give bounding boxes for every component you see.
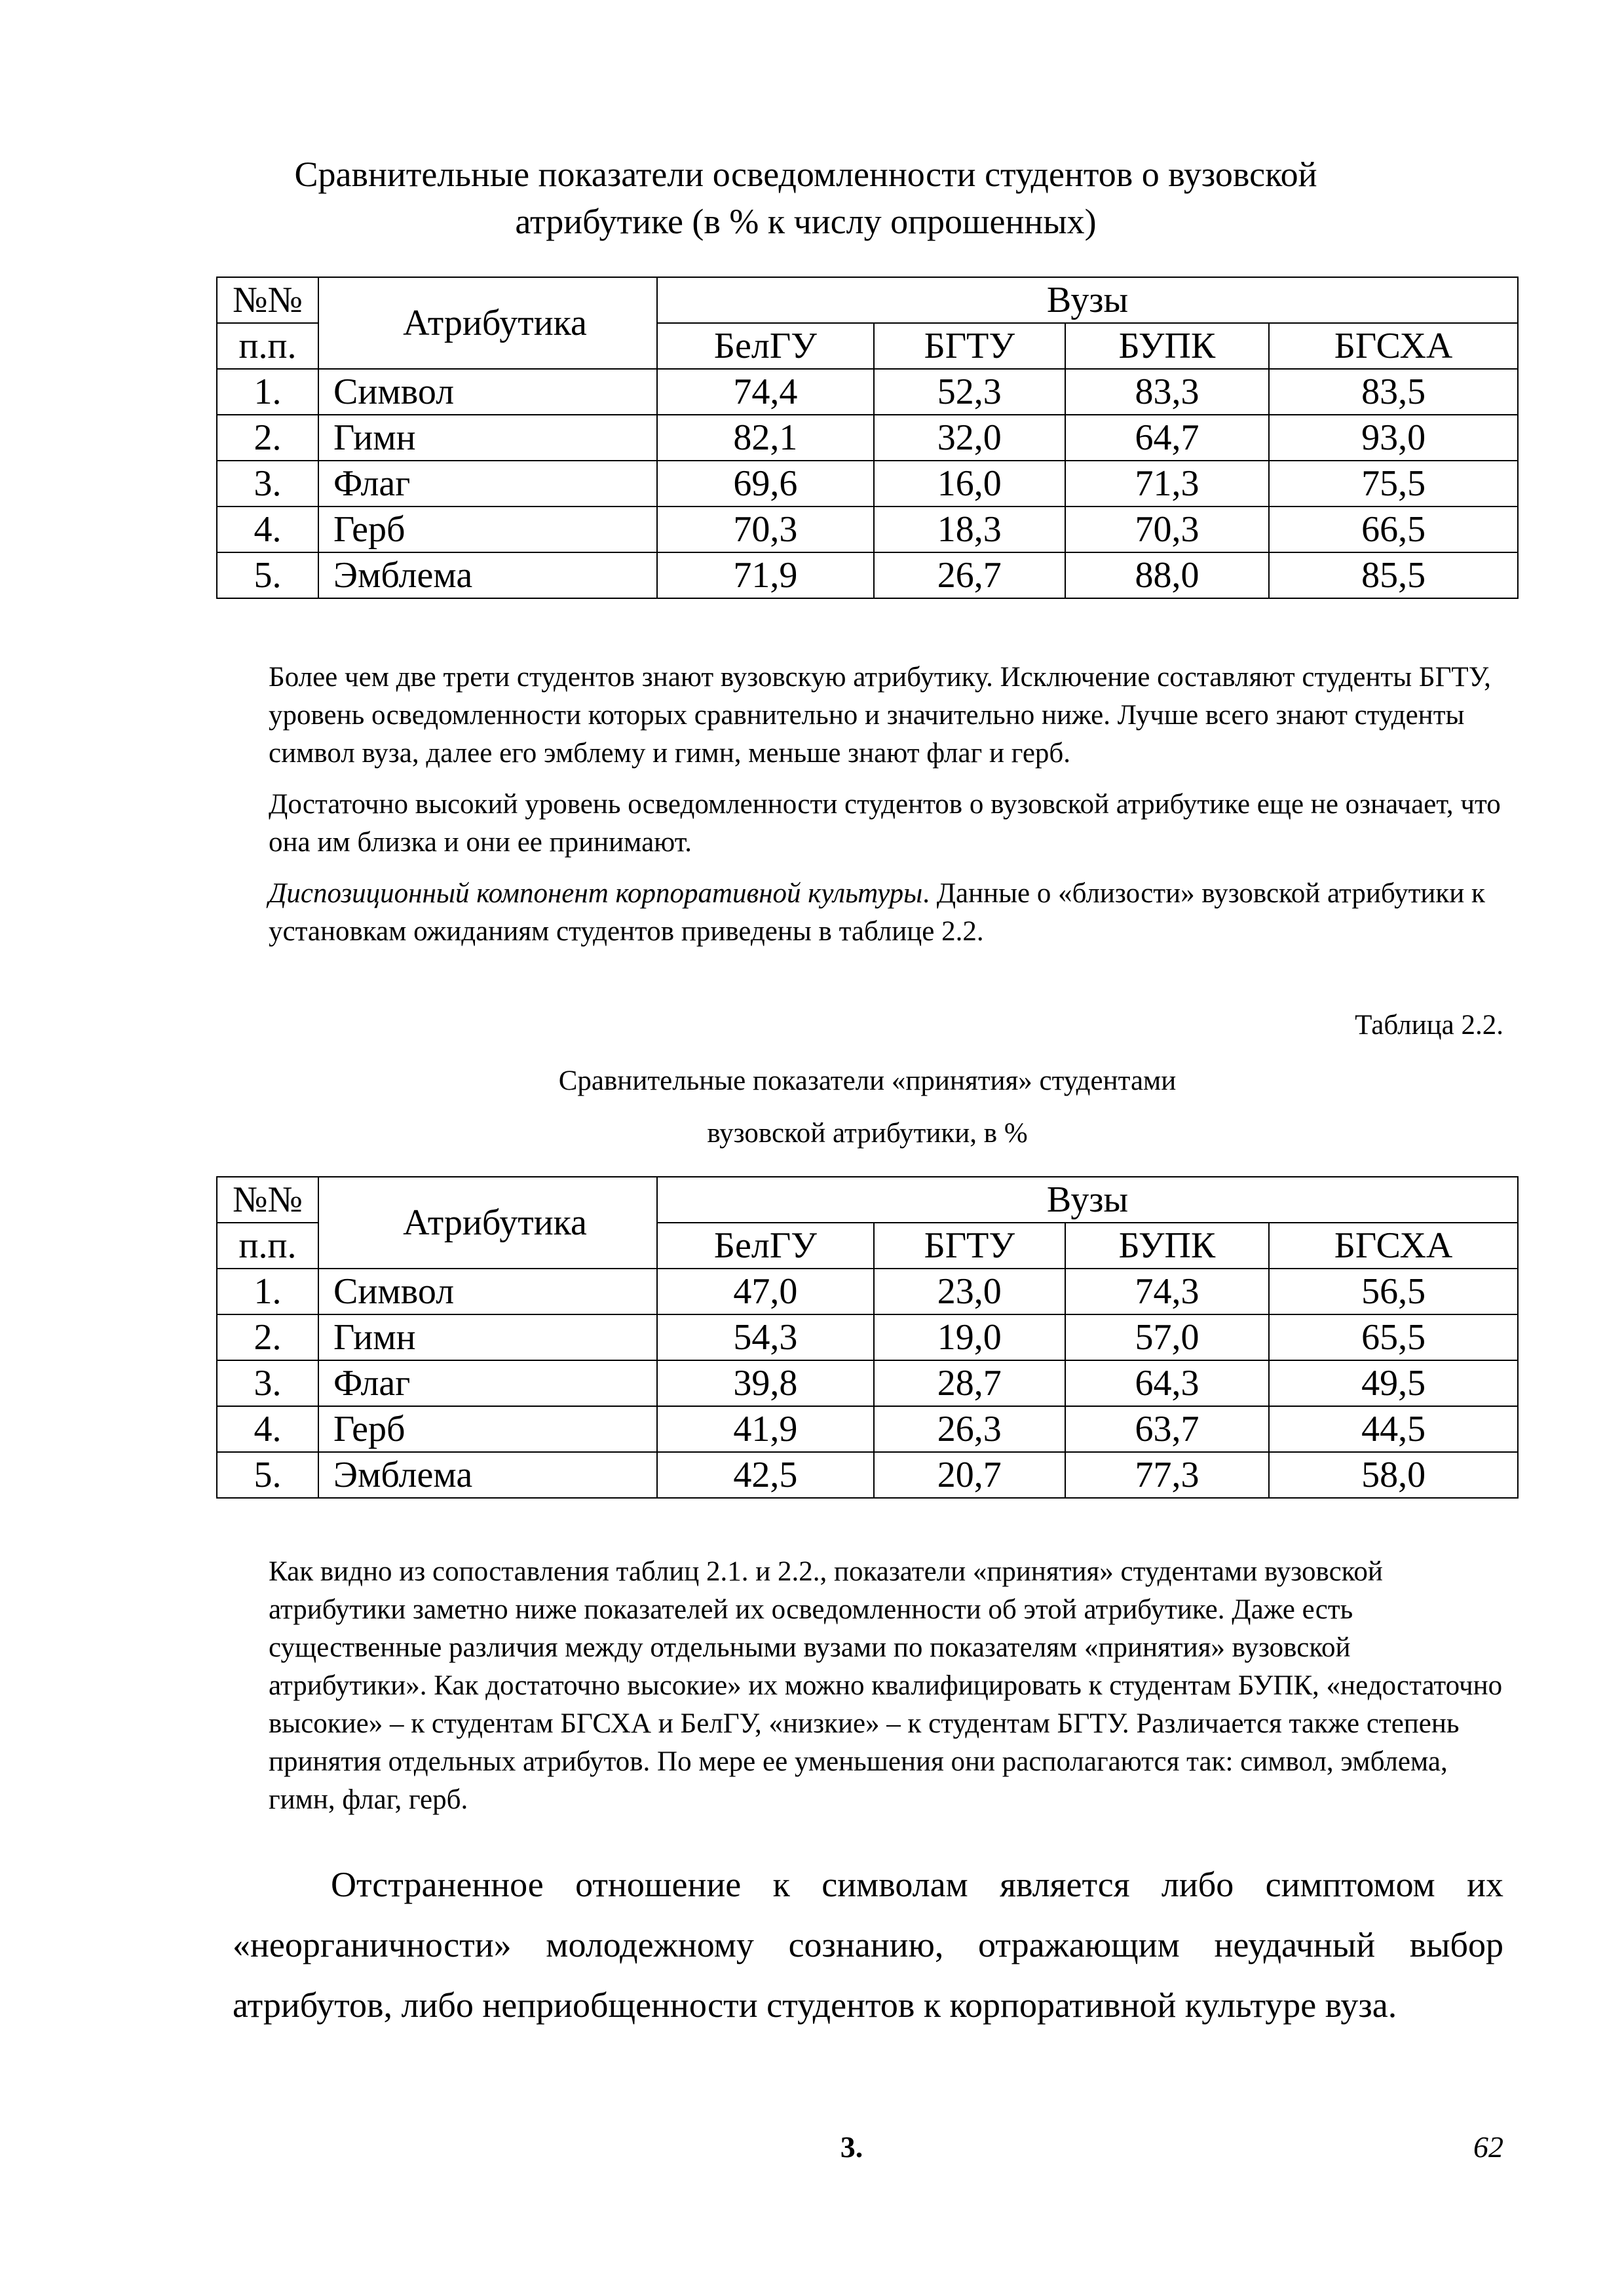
row-value: 65,5 bbox=[1269, 1314, 1518, 1360]
table2-caption-line2: вузовской атрибутики, в % bbox=[707, 1118, 1028, 1149]
row-value: 88,0 bbox=[1065, 552, 1269, 598]
row-attribute: Эмблема bbox=[318, 1452, 657, 1498]
table2-header-num-top: №№ bbox=[217, 1177, 318, 1223]
paragraph: Более чем две трети студентов знают вузовскую атрибутику. Исключение составляют студенты БГТУ, уровень осведомленности которых сравнительно и значительно ниже. Лучше всего знают студенты символ вуза, далее его эмблему и гимн, меньше знают флаг и герб. bbox=[269, 662, 1491, 769]
row-value: 54,3 bbox=[657, 1314, 874, 1360]
table1-header-university: БГСХА bbox=[1269, 323, 1518, 369]
row-number: 3. bbox=[217, 461, 318, 507]
row-number: 5. bbox=[217, 552, 318, 598]
row-value: 70,3 bbox=[1065, 507, 1269, 552]
paragraph-italic-lead bbox=[269, 875, 1503, 951]
row-value: 16,0 bbox=[874, 461, 1065, 507]
row-value: 63,7 bbox=[1065, 1406, 1269, 1452]
row-value: 32,0 bbox=[874, 415, 1065, 461]
row-attribute: Эмблема bbox=[318, 552, 657, 598]
table2-header-attr: Атрибутика bbox=[318, 1177, 657, 1269]
table1-header-num-top: №№ bbox=[217, 277, 318, 323]
page-number: 62 bbox=[1473, 2130, 1503, 2164]
row-value: 74,3 bbox=[1065, 1269, 1269, 1314]
text-block-3 bbox=[233, 1854, 1503, 2035]
row-value: 23,0 bbox=[874, 1269, 1065, 1314]
row-value: 77,3 bbox=[1065, 1452, 1269, 1498]
row-attribute: Гимн bbox=[318, 1314, 657, 1360]
row-number: 1. bbox=[217, 1269, 318, 1314]
row-value: 83,5 bbox=[1269, 369, 1518, 415]
row-attribute: Флаг bbox=[318, 1360, 657, 1406]
row-value: 39,8 bbox=[657, 1360, 874, 1406]
row-value: 93,0 bbox=[1269, 415, 1518, 461]
footer-section-number: 3. bbox=[840, 2130, 863, 2164]
table2-caption-line1: Сравнительные показатели «принятия» студентами bbox=[558, 1065, 1177, 1096]
row-value: 75,5 bbox=[1269, 461, 1518, 507]
table2-header-num-bottom: п.п. bbox=[217, 1223, 318, 1269]
table2-header-university: БУПК bbox=[1065, 1223, 1269, 1269]
row-value: 70,3 bbox=[657, 507, 874, 552]
row-value: 20,7 bbox=[874, 1452, 1065, 1498]
paragraph: Как видно из сопоставления таблиц 2.1. и 2.2., показатели «принятия» студентами вузовской атрибутики заметно ниже показателей их осведомленности об этой атрибутике. Даже есть существенные различия между отдельными вузами по показателям «принятия» вузовской атрибутики». Как достаточно высокие» их можно квалифицировать к студентам БУПК, «недостаточно высокие» – к студентам БГСХА и БелГУ, «низкие» – к студентам БГТУ. Различается также степень принятия отдельных атрибутов. По мере ее уменьшения они располагаются так: символ, эмблема, гимн, флаг, герб. bbox=[269, 1556, 1503, 1815]
row-value: 83,3 bbox=[1065, 369, 1269, 415]
row-value: 85,5 bbox=[1269, 552, 1518, 598]
row-number: 2. bbox=[217, 415, 318, 461]
table-row bbox=[217, 507, 1518, 552]
table2-header-university: БГСХА bbox=[1269, 1223, 1518, 1269]
row-attribute: Флаг bbox=[318, 461, 657, 507]
row-number: 2. bbox=[217, 1314, 318, 1360]
row-value: 26,7 bbox=[874, 552, 1065, 598]
table1-caption bbox=[216, 151, 1395, 245]
row-value: 18,3 bbox=[874, 507, 1065, 552]
row-value: 52,3 bbox=[874, 369, 1065, 415]
row-number: 5. bbox=[217, 1452, 318, 1498]
table-row bbox=[217, 1269, 1518, 1314]
row-number: 4. bbox=[217, 1406, 318, 1452]
table2-header-group: Вузы bbox=[657, 1177, 1518, 1223]
paragraph: Отстраненное отношение к символам является либо симптомом их «неорганичности» молодежному сознанию, отражающим неудачный выбор атрибутов, либо неприобщенности студентов к корпоративной культуре вуза. bbox=[233, 1865, 1503, 2025]
row-value: 49,5 bbox=[1269, 1360, 1518, 1406]
table-row bbox=[217, 461, 1518, 507]
row-value: 44,5 bbox=[1269, 1406, 1518, 1452]
row-attribute: Герб bbox=[318, 1406, 657, 1452]
table1-header-university: БГТУ bbox=[874, 323, 1065, 369]
table2-header-university: БелГУ bbox=[657, 1223, 874, 1269]
table1-header-university: БелГУ bbox=[657, 323, 874, 369]
paragraph-rest: . Данные о «близости» вузовской атрибутики к установкам ожиданиям студентов приведены в таблице 2.2. bbox=[269, 878, 1485, 947]
row-value: 66,5 bbox=[1269, 507, 1518, 552]
table1-header-attr: Атрибутика bbox=[318, 277, 657, 369]
row-value: 19,0 bbox=[874, 1314, 1065, 1360]
row-number: 4. bbox=[217, 507, 318, 552]
row-value: 64,3 bbox=[1065, 1360, 1269, 1406]
italic-heading: Диспозиционный компонент корпоративной культуры bbox=[269, 878, 923, 909]
paragraph: Достаточно высокий уровень осведомленности студентов о вузовской атрибутике еще не означает, что она им близка и они ее принимают. bbox=[269, 789, 1501, 858]
table1-header-group: Вузы bbox=[657, 277, 1518, 323]
table-row bbox=[217, 415, 1518, 461]
table-row bbox=[217, 1314, 1518, 1360]
table-row bbox=[217, 369, 1518, 415]
row-value: 58,0 bbox=[1269, 1452, 1518, 1498]
table2-label: Таблица 2.2. bbox=[1355, 1010, 1503, 1041]
row-attribute: Символ bbox=[318, 369, 657, 415]
row-value: 42,5 bbox=[657, 1452, 874, 1498]
row-attribute: Гимн bbox=[318, 415, 657, 461]
table1-header-num-bottom: п.п. bbox=[217, 323, 318, 369]
row-value: 56,5 bbox=[1269, 1269, 1518, 1314]
table1-caption-line2: атрибутике (в % к числу опрошенных) bbox=[515, 202, 1097, 241]
row-number: 1. bbox=[217, 369, 318, 415]
row-number: 3. bbox=[217, 1360, 318, 1406]
table-row bbox=[217, 552, 1518, 598]
row-value: 41,9 bbox=[657, 1406, 874, 1452]
text-block-1 bbox=[269, 659, 1503, 964]
table2 bbox=[216, 1176, 1519, 1499]
text-block-2 bbox=[269, 1553, 1503, 1832]
row-attribute: Символ bbox=[318, 1269, 657, 1314]
table-row bbox=[217, 1406, 1518, 1452]
row-value: 57,0 bbox=[1065, 1314, 1269, 1360]
row-value: 71,3 bbox=[1065, 461, 1269, 507]
row-value: 82,1 bbox=[657, 415, 874, 461]
row-attribute: Герб bbox=[318, 507, 657, 552]
row-value: 74,4 bbox=[657, 369, 874, 415]
table1-caption-line1: Сравнительные показатели осведомленности студентов о вузовской bbox=[294, 155, 1317, 194]
table2-header-university: БГТУ bbox=[874, 1223, 1065, 1269]
row-value: 69,6 bbox=[657, 461, 874, 507]
table1-header-university: БУПК bbox=[1065, 323, 1269, 369]
row-value: 26,3 bbox=[874, 1406, 1065, 1452]
table-row bbox=[217, 1360, 1518, 1406]
row-value: 28,7 bbox=[874, 1360, 1065, 1406]
table1 bbox=[216, 277, 1519, 599]
row-value: 47,0 bbox=[657, 1269, 874, 1314]
table-row bbox=[217, 1452, 1518, 1498]
row-value: 64,7 bbox=[1065, 415, 1269, 461]
row-value: 71,9 bbox=[657, 552, 874, 598]
